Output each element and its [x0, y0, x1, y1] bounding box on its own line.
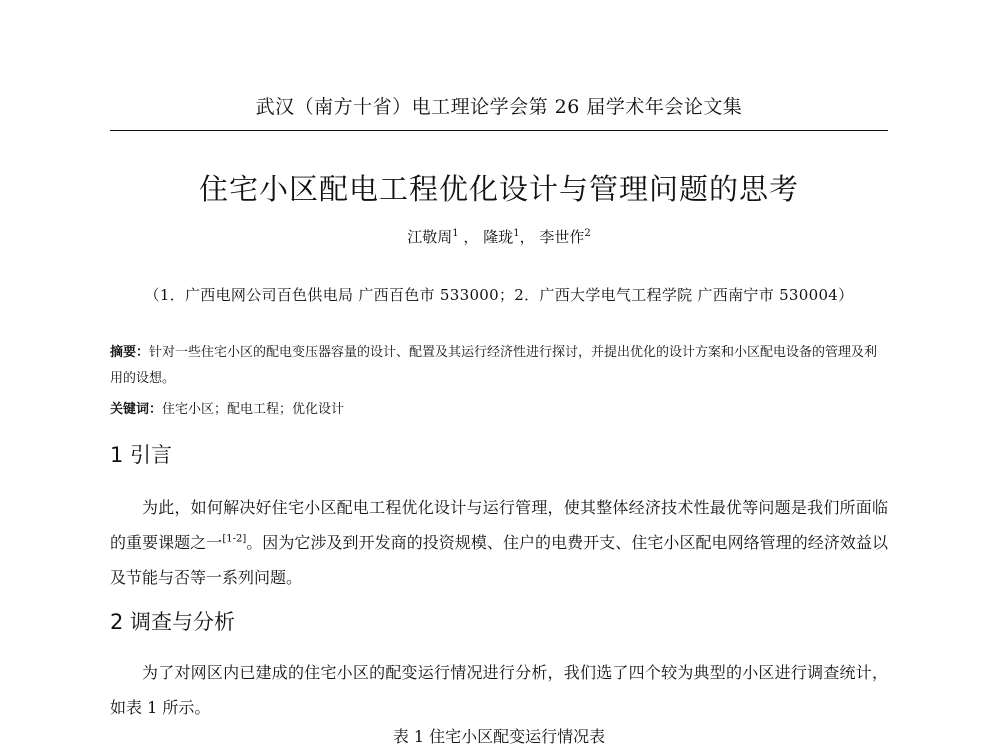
citation-mark: [1-2]: [222, 533, 247, 545]
section-heading-introduction: 1 引言: [110, 443, 173, 467]
paragraph-text: 为此，如何解决好住宅小区配电工程优化设计与运行管理，使其整体经济技术性最优等问题是我们所面临的重要课题之一: [110, 498, 888, 552]
paragraph-text: 。因为它涉及到开发商的投资规模、住户的电费开支、住宅小区配电网络管理的经济效益以及节能与否等一系列问题。: [110, 533, 888, 587]
author-name: 江敬周: [407, 228, 453, 246]
author-separator: ，: [519, 228, 535, 246]
section-heading-survey: 2 调查与分析: [110, 610, 236, 634]
affiliations: （1．广西电网公司百色供电局 广西百色市 533000；2．广西大学电气工程学院 广西南宁市 530004）: [144, 286, 854, 304]
survey-paragraph: 为了对网区内已建成的住宅小区的配变运行情况进行分析，我们选了四个较为典型的小区进行调查统计，如表 1 所示。: [110, 663, 888, 717]
author-separator: ，: [458, 228, 479, 246]
table-caption: 表 1 住宅小区配变运行情况表: [392, 727, 606, 746]
header-divider: [110, 130, 888, 131]
keywords: [110, 398, 888, 417]
paper-title: 住宅小区配电工程优化设计与管理问题的思考: [198, 172, 799, 206]
abstract: [110, 340, 888, 392]
author-name: 李世作: [539, 228, 585, 246]
introduction-paragraph: [110, 490, 888, 595]
affiliation-mark: 2: [584, 228, 591, 239]
keywords-label: 关键词：: [110, 402, 163, 417]
author-list: [110, 226, 888, 247]
author-name: 隆珑: [483, 228, 514, 246]
affiliation-mark: 1: [513, 228, 520, 239]
proceedings-header: 武汉（南方十省）电工理论学会第 26 届学术年会论文集: [255, 96, 743, 118]
keywords-text: 住宅小区；配电工程；优化设计: [162, 402, 345, 417]
abstract-label: 摘要：: [110, 345, 150, 360]
abstract-text: 针对一些住宅小区的配电变压器容量的设计、配置及其运行经济性进行探讨，并提出优化的设计方案和小区配电设备的管理及利用的设想。: [110, 345, 878, 386]
affiliation-mark: 1: [452, 228, 459, 239]
